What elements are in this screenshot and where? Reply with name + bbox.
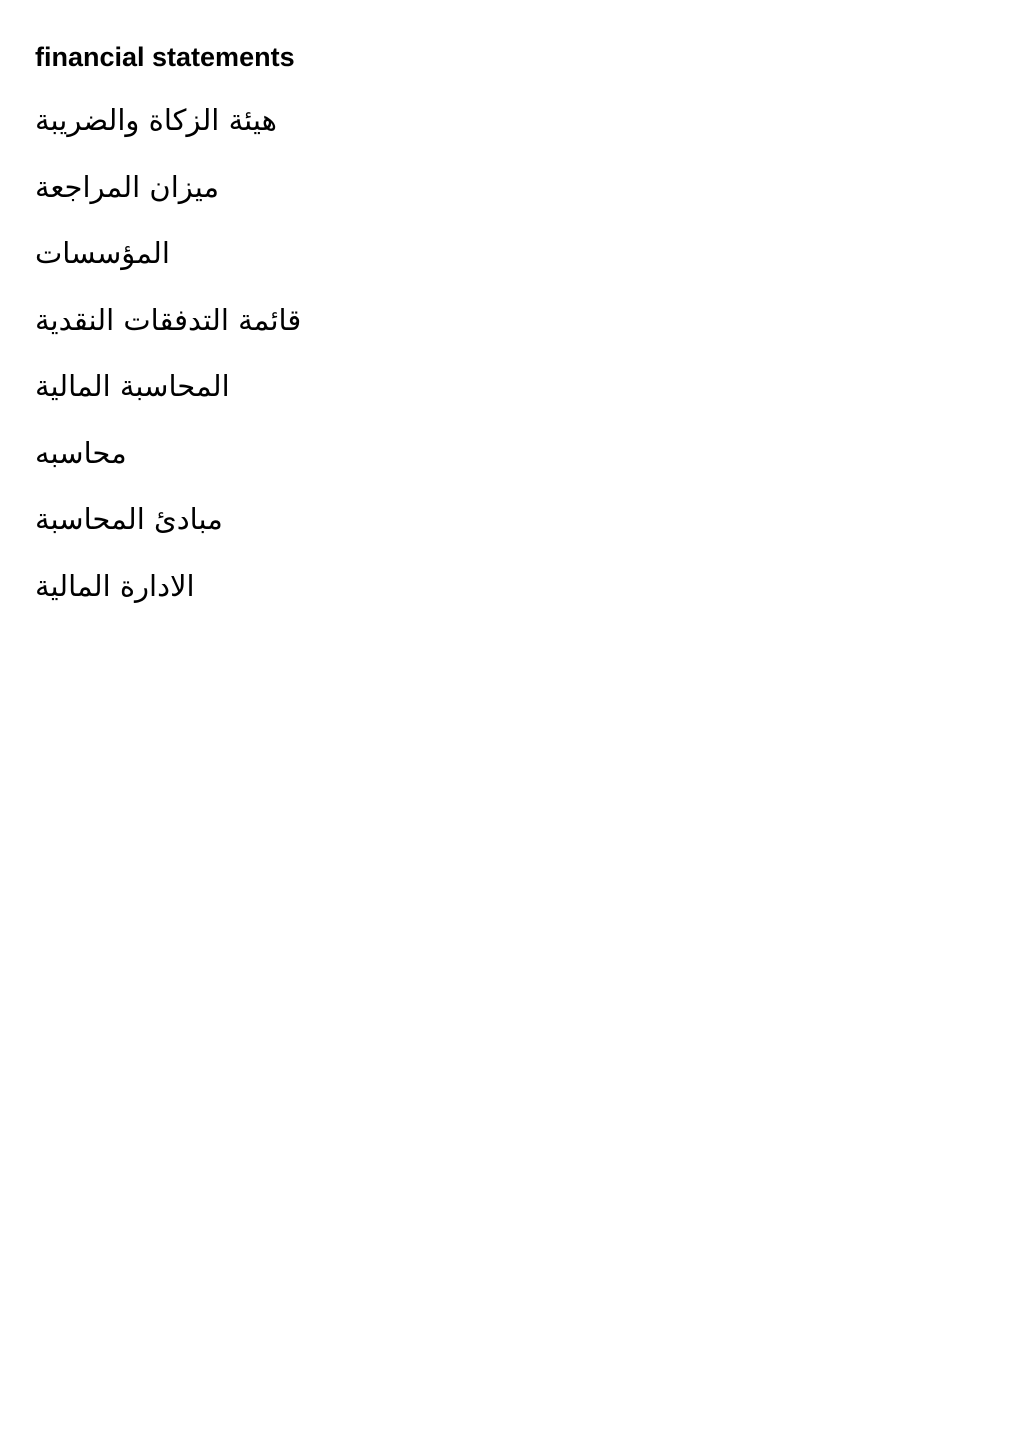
term-item: قائمة التدفقات النقدية <box>35 302 302 337</box>
document-heading: financial statements <box>35 42 295 72</box>
term-list <box>35 98 975 608</box>
term-item: ميزان المراجعة <box>35 169 220 204</box>
term-item: المحاسبة المالية <box>35 369 230 403</box>
term-item: المؤسسات <box>35 236 170 270</box>
term-item: محاسبه <box>35 435 127 470</box>
term-item: مبادئ المحاسبة <box>35 502 223 536</box>
term-item: الادارة المالية <box>35 568 195 603</box>
term-item: هيئة الزكاة والضريبة <box>35 103 277 137</box>
document-page <box>35 38 975 630</box>
